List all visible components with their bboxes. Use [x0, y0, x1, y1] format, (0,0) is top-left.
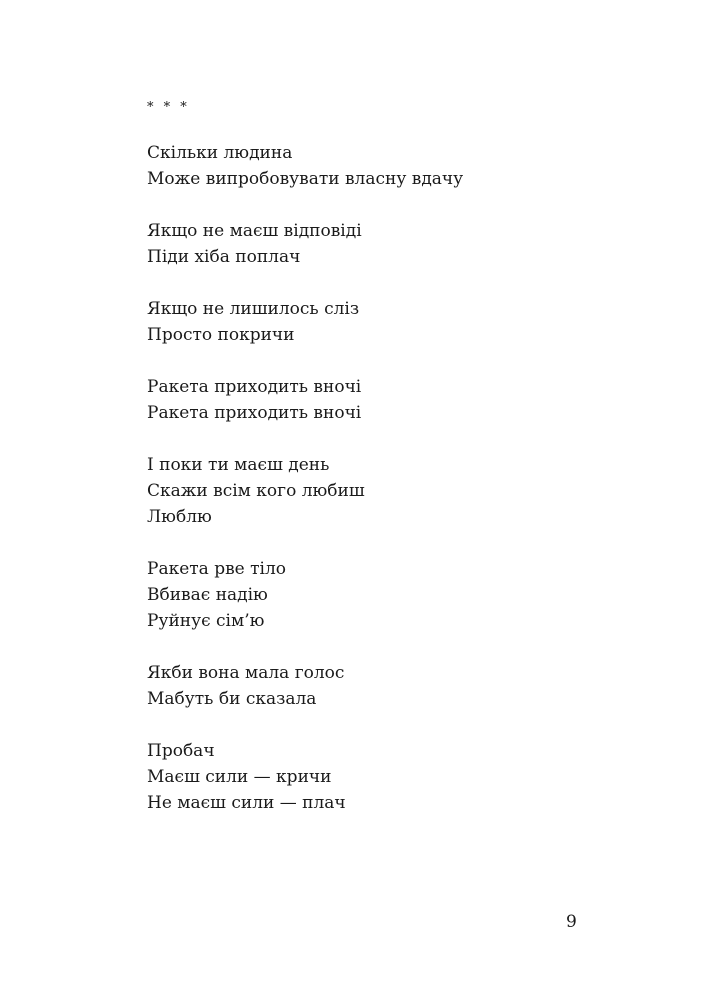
poem-line: Якщо не маєш відповіді [147, 221, 362, 241]
poem-line: Не маєш сили — плач [147, 793, 346, 813]
stanza [147, 374, 667, 426]
poem-line: Ракета рве тіло [147, 559, 286, 579]
poem-line: Якщо не лишилось сліз [147, 299, 360, 319]
stanza [147, 218, 667, 270]
stanza [147, 140, 667, 192]
poem-line: Скажи всім кого любиш [147, 481, 365, 501]
poem-line: Ракета приходить вночі [147, 377, 362, 397]
stanza [147, 660, 667, 712]
poem-line: Може випробовувати власну вдачу [147, 169, 464, 189]
poem-line: Пробач [147, 741, 215, 761]
poem-line: Маєш сили — кричи [147, 767, 332, 787]
poem-line: Ракета приходить вночі [147, 403, 362, 423]
poem-line: І поки ти маєш день [147, 455, 330, 475]
stanza [147, 738, 667, 816]
poem-line: Просто покричи [147, 325, 295, 345]
poem [147, 140, 667, 842]
poem-line: Піди хіба поплач [147, 247, 301, 267]
stanza [147, 452, 667, 530]
section-ornament: * * * [147, 100, 190, 115]
poem-line: Мабуть би сказала [147, 689, 317, 709]
poem-line: Вбиває надію [147, 585, 268, 605]
stanza [147, 296, 667, 348]
poem-line: Скільки людина [147, 143, 293, 163]
poem-line: Люблю [147, 507, 212, 527]
poem-line: Руйнує сім’ю [147, 611, 265, 631]
stanza [147, 556, 667, 634]
page-number: 9 [566, 912, 577, 932]
poem-line: Якби вона мала голос [147, 663, 345, 683]
